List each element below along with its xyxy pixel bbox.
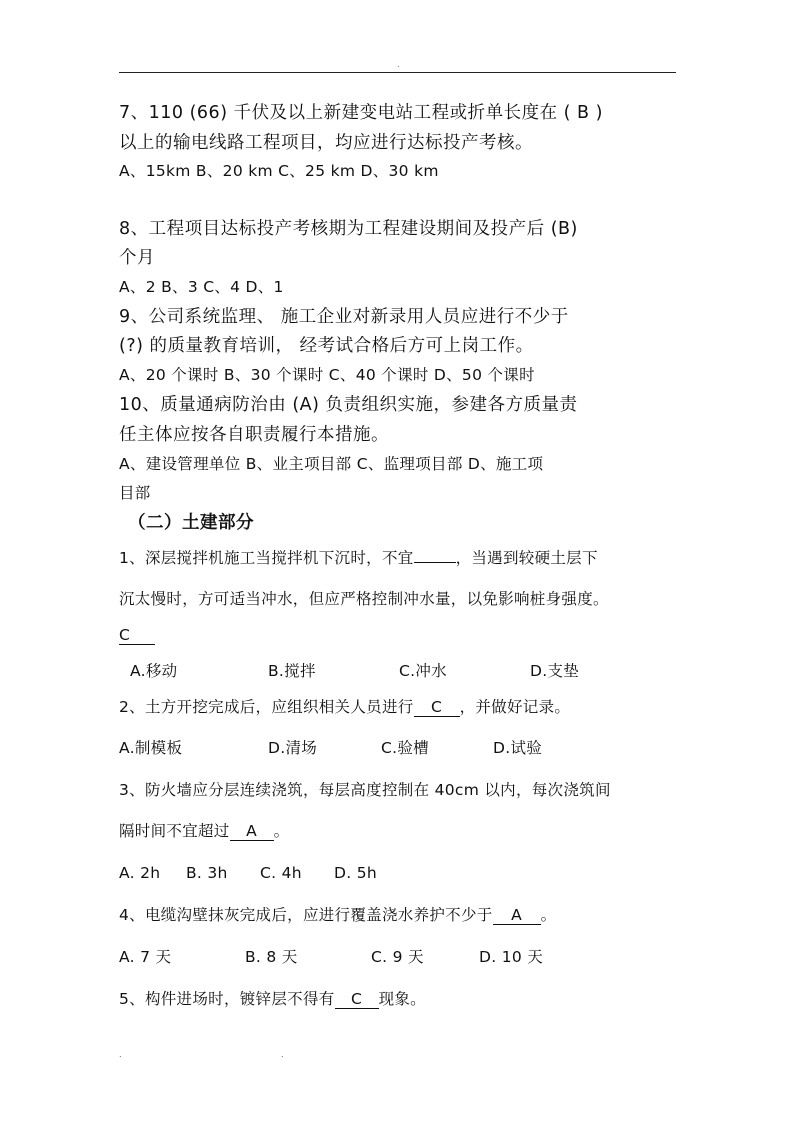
s4-option-b: B. 8 天 (245, 948, 298, 966)
s1-answer-line (119, 624, 155, 646)
s5-answer: C (335, 990, 379, 1009)
q9-options: A、20 个课时 B、30 个课时 C、40 个课时 D、50 个课时 (119, 366, 535, 384)
s3-option-a: A. 2h (119, 864, 161, 882)
section-title: （二）土建部分 (128, 513, 254, 533)
s3-pre: 隔时间不宜超过 (119, 822, 230, 840)
q10-options-line1: A、建设管理单位 B、业主项目部 C、监理项目部 D、施工项 (119, 455, 544, 473)
s4-option-a: A. 7 天 (119, 948, 172, 966)
s2-answer: C (414, 698, 460, 717)
s2-option-4: D.试验 (493, 739, 543, 757)
s2-pre: 2、土方开挖完成后，应组织相关人员进行 (119, 698, 414, 716)
s1-line1-pre: 1、深层搅拌机施工当搅拌机下沉时，不宜 (119, 549, 414, 567)
s1-line1-post: ，当遇到较硬土层下 (455, 549, 598, 567)
q8-line2: 个月 (119, 248, 155, 268)
footer-dot-right: . (281, 1050, 284, 1059)
s2-line (119, 696, 570, 718)
s4-pre: 4、电缆沟壁抹灰完成后，应进行覆盖浇水养护不少于 (119, 906, 493, 924)
s5-pre: 5、构件进场时，镀锌层不得有 (119, 990, 335, 1008)
s4-line (119, 904, 556, 926)
s1-option-a: A.移动 (130, 662, 178, 680)
s3-option-c: C. 4h (260, 864, 302, 882)
s1-line2: 沉太慢时，方可适当冲水，但应严格控制冲水量，以免影响桩身强度。 (119, 590, 609, 608)
footer-dot-left: . (119, 1050, 122, 1059)
header-dot: . (397, 60, 400, 69)
s1-option-c: C.冲水 (399, 662, 447, 680)
s2-option-2: D.清场 (268, 739, 318, 757)
s3-option-d: D. 5h (334, 864, 377, 882)
s3-option-b: B. 3h (186, 864, 228, 882)
q10-line1: 10、质量通病防治由 (A) 负责组织实施，参建各方质量责 (119, 395, 578, 415)
q9-line2: (?) 的质量教育培训， 经考试合格后方可上岗工作。 (119, 336, 534, 356)
s1-blank (414, 562, 456, 563)
s5-line (119, 988, 426, 1010)
s4-post: 。 (540, 906, 557, 924)
s3-post: 。 (273, 822, 290, 840)
s5-post: 现象。 (378, 990, 426, 1008)
q10-options-line2: 目部 (119, 484, 151, 502)
header-rule (119, 72, 676, 73)
s2-option-1: A.制模板 (119, 739, 183, 757)
q8-options: A、2 B、3 C、4 D、1 (119, 278, 284, 296)
q7-line1: 7、110 (66) 千伏及以上新建变电站工程或折单长度在 ( B ) (119, 103, 603, 123)
s3-line1: 3、防火墙应分层连续浇筑，每层高度控制在 40cm 以内，每次浇筑间 (119, 781, 611, 799)
s1-line1 (119, 547, 598, 569)
s2-option-3: C.验槽 (381, 739, 429, 757)
s3-line2 (119, 820, 289, 842)
q7-options: A、15km B、20 km C、25 km D、30 km (119, 162, 439, 180)
s4-option-d: D. 10 天 (479, 948, 544, 966)
s4-option-c: C. 9 天 (371, 948, 424, 966)
s3-answer: A (230, 822, 274, 841)
s1-option-d: D.支垫 (530, 662, 580, 680)
q10-line2: 任主体应按各自职责履行本措施。 (119, 425, 389, 445)
s4-answer: A (493, 906, 541, 925)
s1-answer: C (119, 626, 155, 645)
q7-line2: 以上的输电线路工程项目，均应进行达标投产考核。 (119, 133, 533, 153)
q8-line1: 8、工程项目达标投产考核期为工程建设期间及投产后 (B) (119, 219, 578, 239)
s1-option-b: B.搅拌 (268, 662, 316, 680)
q9-line1: 9、公司系统监理、 施工企业对新录用人员应进行不少于 (119, 307, 569, 327)
s2-post: ，并做好记录。 (459, 698, 571, 716)
